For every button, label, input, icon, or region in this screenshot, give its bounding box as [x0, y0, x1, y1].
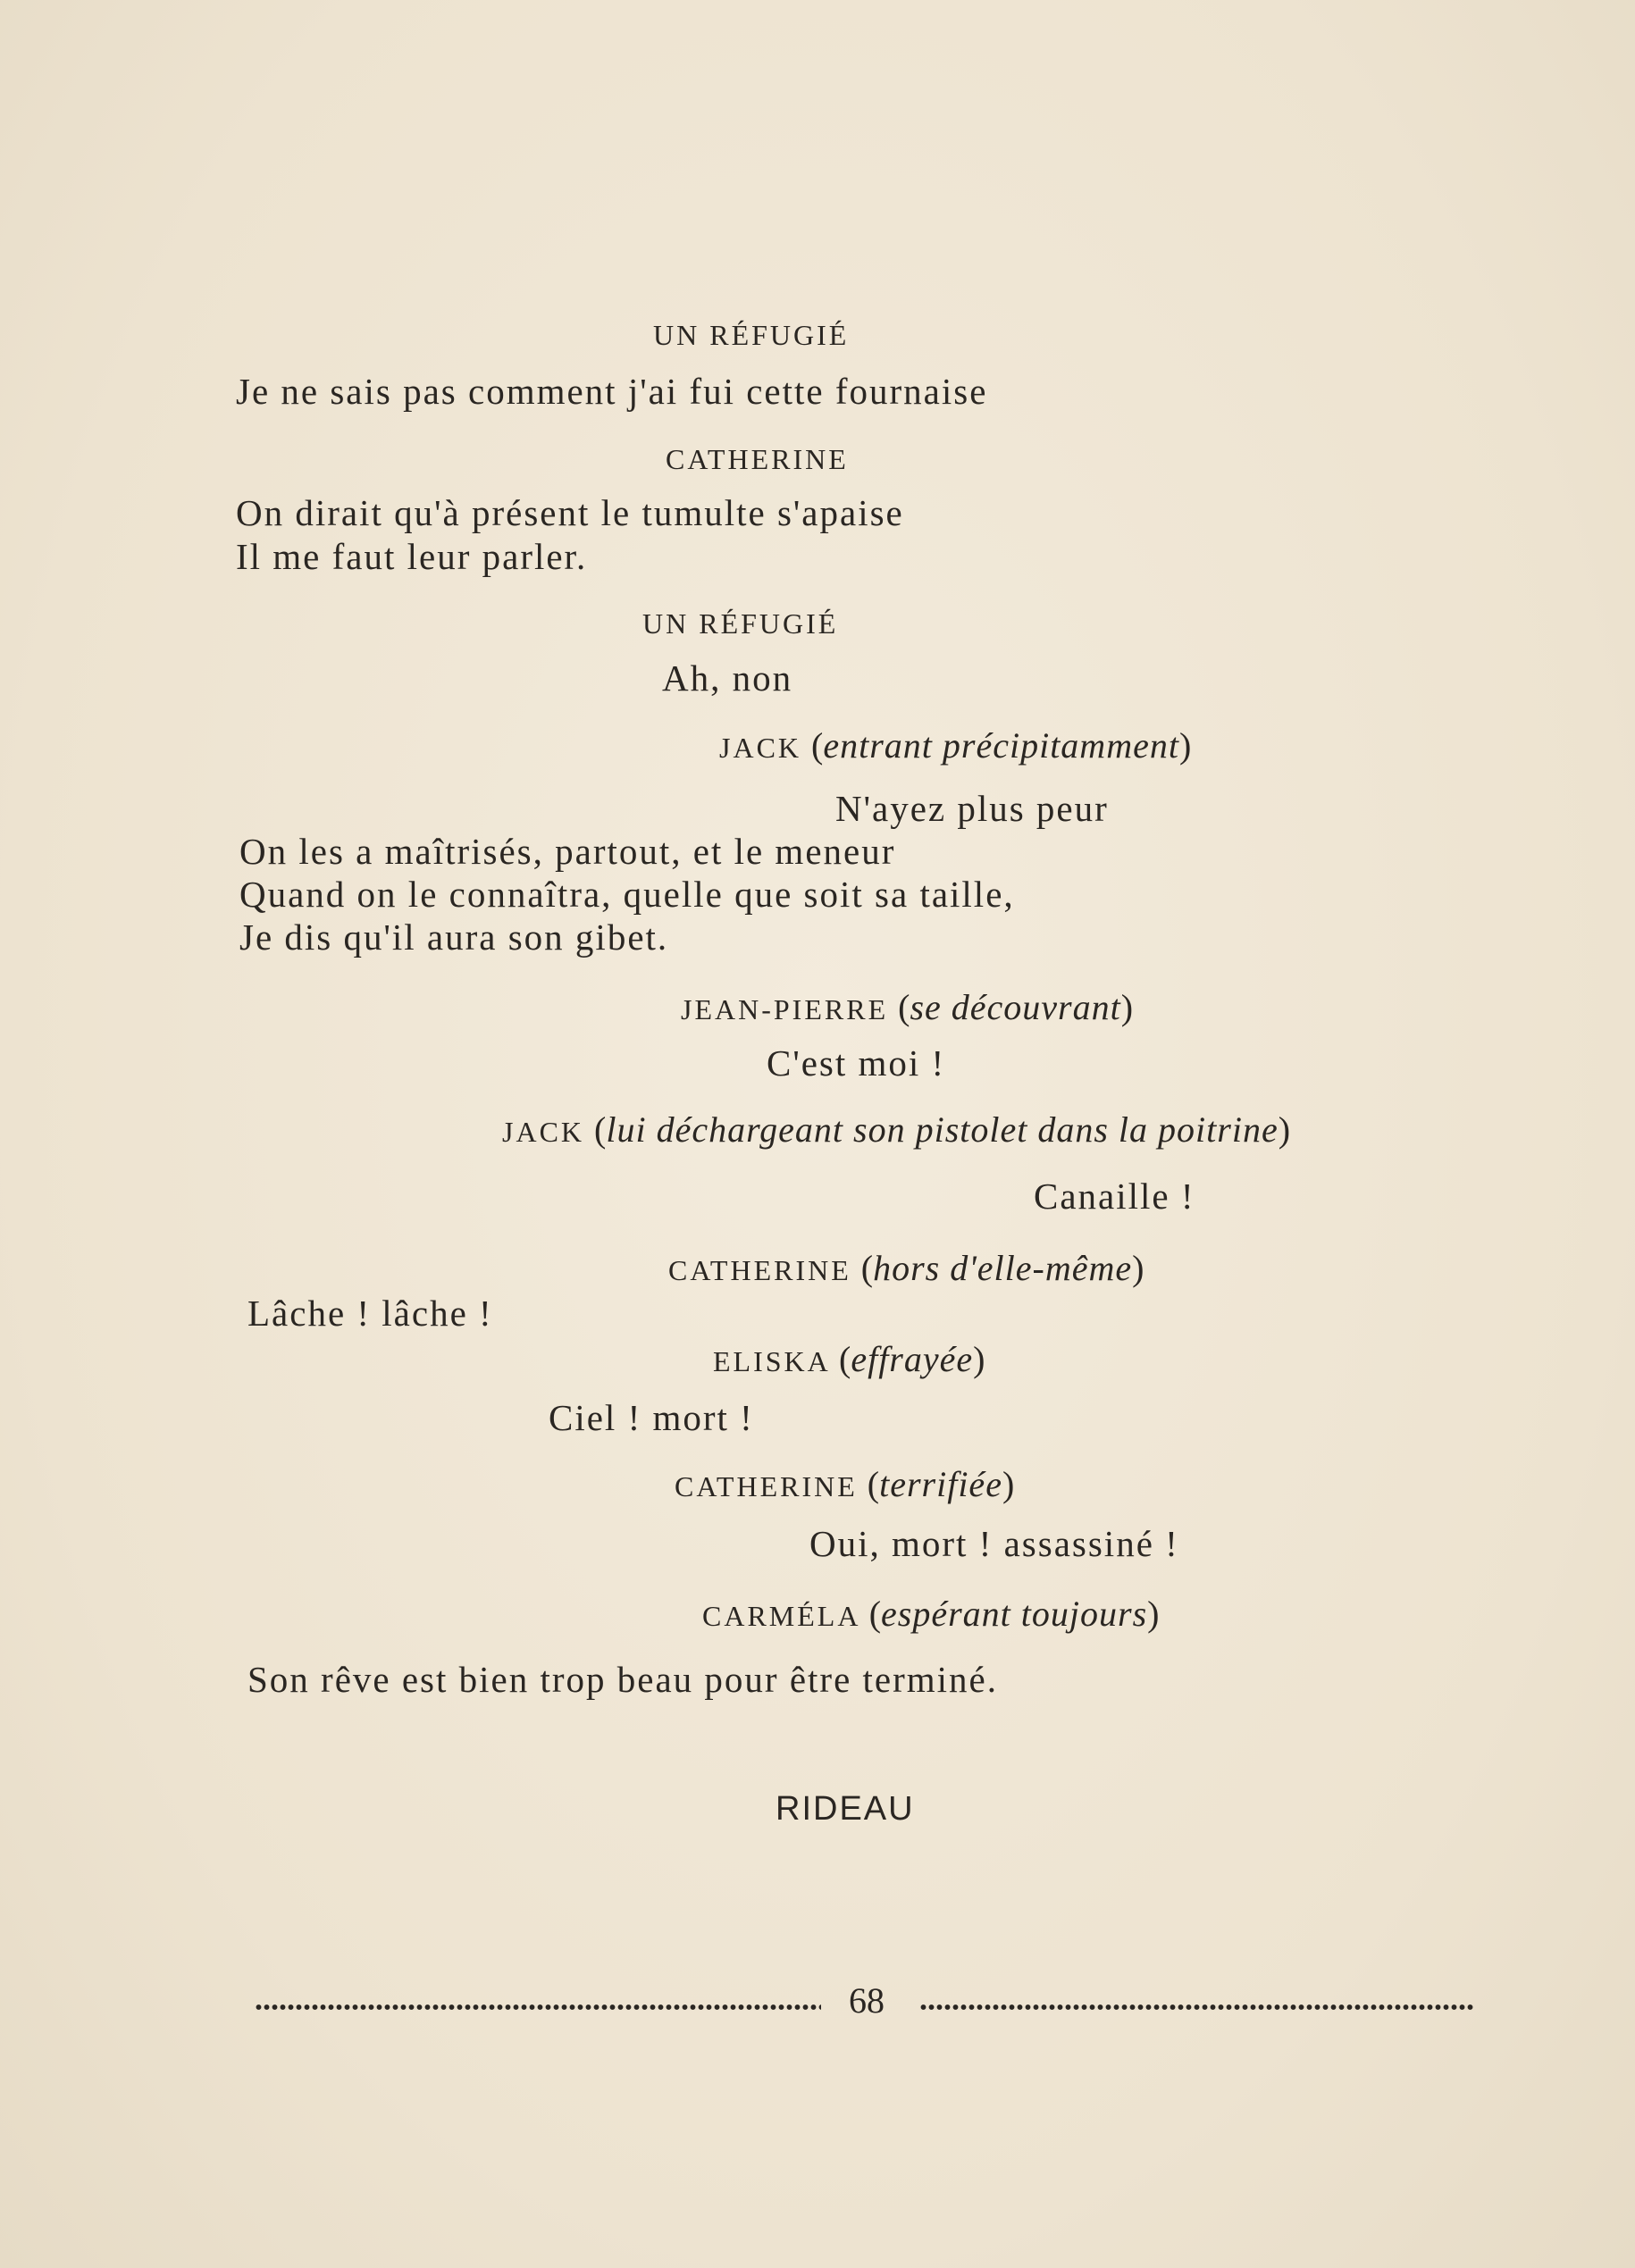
verse-line: On les a maîtrisés, partout, et le meneur: [239, 831, 896, 872]
stage-direction: se découvrant: [910, 987, 1121, 1027]
verse-line: Je dis qu'il aura son gibet.: [239, 916, 669, 958]
speaker-un-refugie-1: UN RÉFUGIÉ: [653, 319, 850, 351]
speaker-jack-2: JACK (lui déchargeant son pistolet dans la poitrine): [502, 1109, 1291, 1150]
stage-direction: hors d'elle-même: [873, 1248, 1133, 1288]
speaker-jean-pierre: JEAN-PIERRE (se découvrant): [681, 987, 1134, 1027]
verse-line: Ciel ! mort !: [549, 1397, 754, 1438]
speaker-eliska: ELISKA (effrayée): [713, 1339, 985, 1379]
verse-line: Quand on le connaîtra, quelle que soit sa taille,: [239, 874, 1015, 915]
footer-dot-leader-left: [255, 2003, 821, 2012]
speaker-jack-1: JACK (entrant précipitamment): [719, 725, 1192, 766]
verse-line: C'est moi !: [767, 1042, 946, 1084]
stage-direction: effrayée: [851, 1339, 974, 1379]
verse-line: Canaille !: [1034, 1176, 1195, 1217]
verse-line: On dirait qu'à présent le tumulte s'apaise: [236, 492, 904, 533]
verse-line: Lâche ! lâche !: [247, 1293, 493, 1334]
stage-direction: lui déchargeant son pistolet dans la poitrine: [606, 1109, 1279, 1150]
speaker-un-refugie-2: UN RÉFUGIÉ: [642, 607, 839, 640]
verse-line: Son rêve est bien trop beau pour être terminé.: [247, 1659, 998, 1700]
speaker-carmela: CARMÉLA (espérant toujours): [702, 1594, 1160, 1634]
verse-line: Oui, mort ! assassiné !: [809, 1523, 1179, 1564]
footer-dot-leader-right: [919, 2003, 1474, 2012]
verse-line: Je ne sais pas comment j'ai fui cette fournaise: [236, 371, 988, 412]
speaker-catherine-1: CATHERINE: [666, 443, 849, 475]
stage-direction: entrant précipitamment: [823, 725, 1179, 766]
verse-line: N'ayez plus peur: [835, 788, 1109, 829]
speaker-catherine-3: CATHERINE (terrifiée): [675, 1464, 1015, 1504]
curtain-ending: RIDEAU: [776, 1790, 915, 1828]
verse-line: Il me faut leur parler.: [236, 536, 588, 577]
stage-direction: terrifiée: [879, 1464, 1002, 1504]
page-number: 68: [849, 1980, 885, 2021]
stage-direction: espérant toujours: [881, 1594, 1148, 1634]
speaker-catherine-2: CATHERINE (hors d'elle-même): [668, 1248, 1144, 1288]
verse-line: Ah, non: [662, 657, 793, 699]
